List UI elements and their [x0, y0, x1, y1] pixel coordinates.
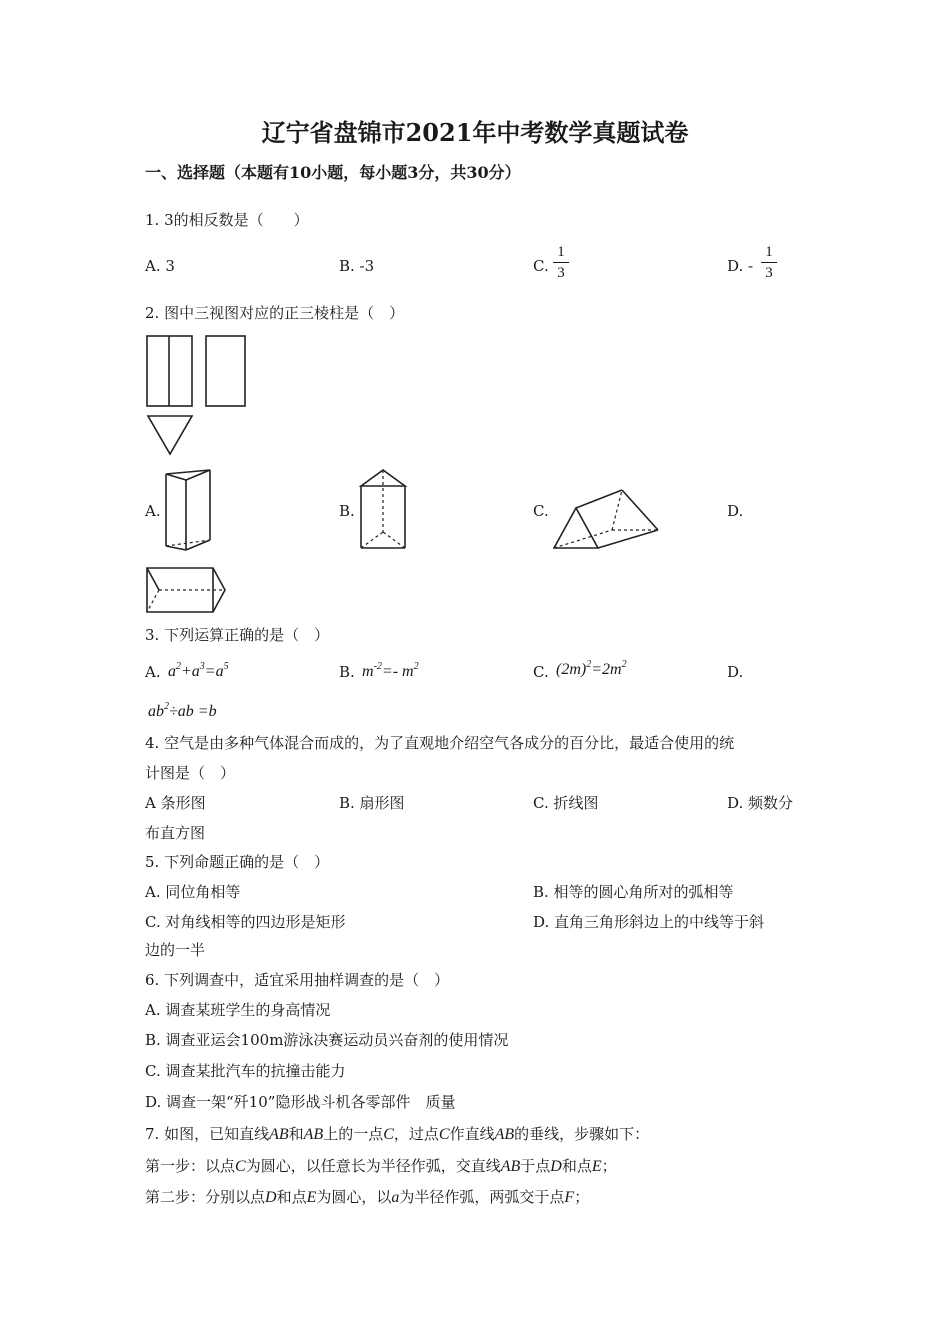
edge: [622, 490, 658, 530]
fraction-numerator: 1: [765, 244, 773, 260]
q1-option-a: A. 3: [145, 257, 175, 275]
q1-option-d-fraction: [761, 243, 777, 282]
fraction-bar: [553, 262, 569, 263]
fraction-denominator: 3: [557, 265, 565, 281]
prism-a-top: [166, 470, 210, 480]
q2-option-c: C.: [533, 502, 549, 520]
q6-option-b: B. 调查亚运会100m游泳决赛运动员兴奋剂的使用情况: [145, 1031, 509, 1049]
q3-option-a: A.: [145, 663, 161, 681]
side-view: [206, 336, 245, 406]
fraction-bar: [761, 262, 777, 263]
q1-option-d: D. -: [727, 257, 754, 275]
fraction-numerator: 1: [557, 244, 565, 260]
q6-option-d: D. 调查一架“歼10”隐形战斗机各零部件 质量: [145, 1093, 456, 1111]
q5-option-d: D. 直角三角形斜边上的中线等于斜: [533, 913, 765, 931]
q3-option-b: B.: [339, 663, 355, 681]
q4-stem-line1: 4. 空气是由多种气体混合而成的，为了直观地介绍空气各成分的百分比，最适合使用的统: [145, 734, 735, 752]
q3-stem: 3. 下列运算正确的是（ ）: [145, 626, 330, 644]
edge: [576, 490, 622, 508]
q3-option-c-expression: $(2m)^2=2m^2$: [556, 659, 627, 678]
q1-option-c: C.: [533, 257, 549, 275]
q2-stem: 2. 图中三视图对应的正三棱柱是（ ）: [145, 304, 405, 322]
section-heading: 一、选择题（本题有10小题，每小题3分，共30分）: [145, 163, 521, 182]
fraction-denominator: 3: [765, 265, 773, 281]
top-view-triangle: [148, 416, 192, 454]
q6-stem: 6. 下列调查中，适宜采用抽样调查的是（ ）: [145, 971, 450, 989]
edge: [166, 546, 186, 550]
q2-option-d: D.: [727, 502, 744, 520]
q4-option-a: A 条形图: [145, 794, 206, 812]
q3-option-c: C.: [533, 663, 549, 681]
q4-option-c: C. 折线图: [533, 794, 599, 812]
q4-option-d: D. 频数分: [727, 794, 794, 812]
q1-option-b: B. -3: [339, 257, 375, 275]
q4-option-b: B. 扇形图: [339, 794, 405, 812]
q5-stem: 5. 下列命题正确的是（ ）: [145, 853, 330, 871]
q7-step2: 第二步：分别以点D和点E为圆心，以a为半径作弧，两弧交于点F；: [145, 1188, 590, 1206]
q6-option-c: C. 调查某批汽车的抗撞击能力: [145, 1062, 346, 1080]
hidden-edge: [612, 490, 622, 530]
q3-option-b-expression: $m^{-2}=-$ $m^2$: [362, 661, 419, 680]
prism-d-figure: [143, 562, 233, 618]
edge: [147, 568, 159, 590]
q3-option-a-expression: $a^2+a^3=a^5$: [168, 661, 229, 680]
prism-b-figure: [357, 466, 413, 554]
q3-option-d-expression: $ab^2\div ab =b$: [148, 701, 217, 720]
q2-option-a: A.: [145, 502, 161, 520]
prism-c-figure: [548, 486, 664, 554]
q7-stem: 7. 如图，已知直线AB和AB上的一点C，过点C作直线AB的垂线，步骤如下：: [145, 1125, 650, 1143]
q5-option-b: B. 相等的圆心角所对的弧相等: [533, 883, 734, 901]
hidden-edge: [383, 532, 405, 548]
q3-option-d: D.: [727, 663, 744, 681]
q5-option-a: A. 同位角相等: [145, 883, 241, 901]
q5-option-d-continued: 边的一半: [145, 941, 206, 959]
page-title: 辽宁省盘锦市2021年中考数学真题试卷: [261, 118, 689, 147]
q1-option-c-fraction: [553, 243, 569, 282]
q1-stem: 1. 3的相反数是（ ）: [145, 211, 309, 229]
q7-step1: 第一步：以点C为圆心，以任意长为半径作弧，交直线AB于点D和点E；: [145, 1157, 617, 1175]
prism-c-front-face: [554, 508, 598, 548]
q5-option-c: C. 对角线相等的四边形是矩形: [145, 913, 346, 931]
q4-stem-line2: 计图是（ ）: [145, 764, 236, 782]
three-view-drawing: [143, 332, 253, 460]
q4-option-d-continued: 布直方图: [145, 824, 206, 842]
q2-option-b: B.: [339, 502, 355, 520]
edge: [598, 530, 658, 548]
hidden-edge: [147, 590, 159, 612]
prism-a-figure: [162, 466, 220, 552]
hidden-edge: [361, 532, 383, 548]
q6-option-a: A. 调查某班学生的身高情况: [145, 1001, 331, 1019]
